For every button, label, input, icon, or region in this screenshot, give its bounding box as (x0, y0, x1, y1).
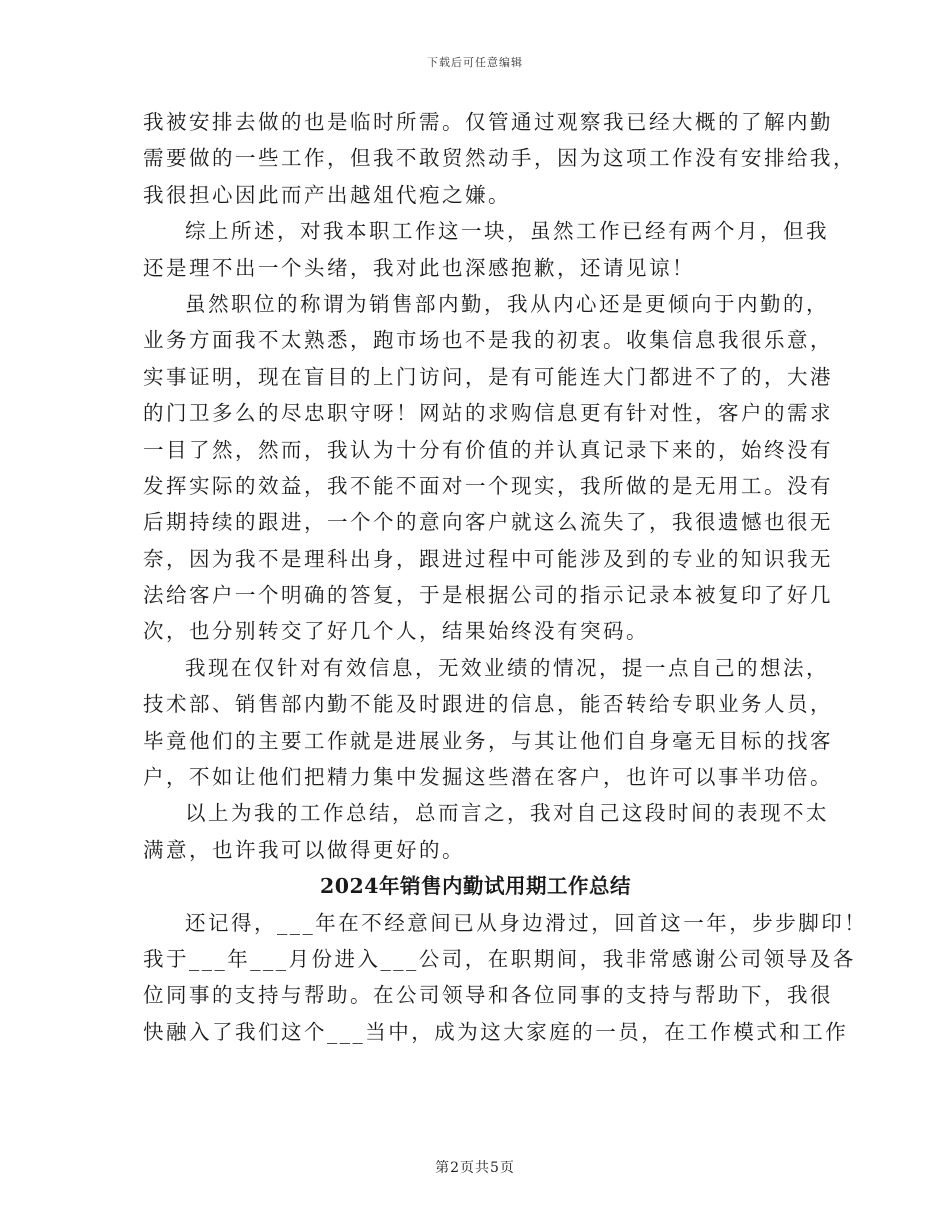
paragraph-line: 满意，也许我可以做得更好的。 (143, 837, 465, 862)
paragraph-line: 需要做的一些工作，但我不敢贸然动手，因为这项工作没有安排给我， (143, 146, 856, 171)
paragraph-line: 业务方面我不太熟悉，跑市场也不是我的初衷。收集信息我很乐意， (143, 328, 833, 353)
paragraph-line: 综上所述，对我本职工作这一块，虽然工作已经有两个月，但我 (185, 219, 829, 244)
paragraph-line: 次，也分别转交了好几个人，结果始终没有突码。 (143, 619, 649, 644)
paragraph-line: 的门卫多么的尽忠职守呀！网站的求购信息更有针对性，客户的需求 (143, 401, 833, 426)
paragraph-line: 还是理不出一个头绪，我对此也深感抱歉，还请见谅！ (143, 255, 695, 280)
paragraph-line: 发挥实际的效益，我不能不面对一个现实，我所做的是无用工。没有 (143, 473, 833, 498)
paragraph-line: 后期持续的跟进，一个个的意向客户就这么流失了，我很遗憾也很无 (143, 510, 833, 535)
paragraph-line: 毕竟他们的主要工作就是进展业务，与其让他们自身毫无目标的找客 (143, 728, 833, 753)
paragraph-line: 还记得，___年在不经意间已从身边滑过，回首这一年，步步脚印！ (185, 910, 868, 935)
page-footer: 第2页共5页 (435, 1160, 515, 1176)
paragraph-line: 我被安排去做的也是临时所需。仅管通过观察我已经大概的了解内勤 (143, 110, 833, 134)
page-header: 下载后可任意编辑 (427, 56, 523, 69)
paragraph-line: 实事证明，现在盲目的上门访问，是有可能连大门都进不了的，大港 (143, 364, 833, 389)
paragraph-line: 法给客户一个明确的答复，于是根据公司的指示记录本被复印了好几 (143, 583, 833, 608)
paragraph-line: 位同事的支持与帮助。在公司领导和各位同事的支持与帮助下，我很 (143, 983, 833, 1008)
paragraph-line: 以上为我的工作总结，总而言之，我对自己这段时间的表现不太 (185, 801, 829, 826)
paragraph-line: 奈，因为我不是理科出身，跟进过程中可能涉及到的专业的知识我无 (143, 546, 833, 571)
paragraph-line: 虽然职位的称谓为销售部内勤，我从内心还是更倾向于内勤的， (185, 291, 829, 316)
paragraph-line: 户，不如让他们把精力集中发掘这些潜在客户，也许可以事半功倍。 (143, 765, 833, 790)
document-body (143, 104, 868, 1050)
paragraph-line: 技术部、销售部内勤不能及时跟进的信息，能否转给专职业务人员， (143, 692, 833, 717)
paragraph-line: 我于___年___月份进入___公司，在职期间，我非常感谢公司领导及各 (143, 946, 856, 971)
paragraph-line: 我现在仅针对有效信息，无效业绩的情况，提一点自己的想法， (185, 655, 829, 680)
paragraph-line: 我很担心因此而产出越俎代疱之嫌。 (143, 182, 511, 207)
paragraph-line: 快融入了我们这个___当中，成为这大家庭的一员，在工作模式和工作 (143, 1019, 849, 1044)
section-title: 2024年销售内勤试用期工作总结 (319, 874, 632, 899)
paragraph-line: 一目了然，然而，我认为十分有价值的并认真记录下来的，始终没有 (143, 437, 833, 462)
